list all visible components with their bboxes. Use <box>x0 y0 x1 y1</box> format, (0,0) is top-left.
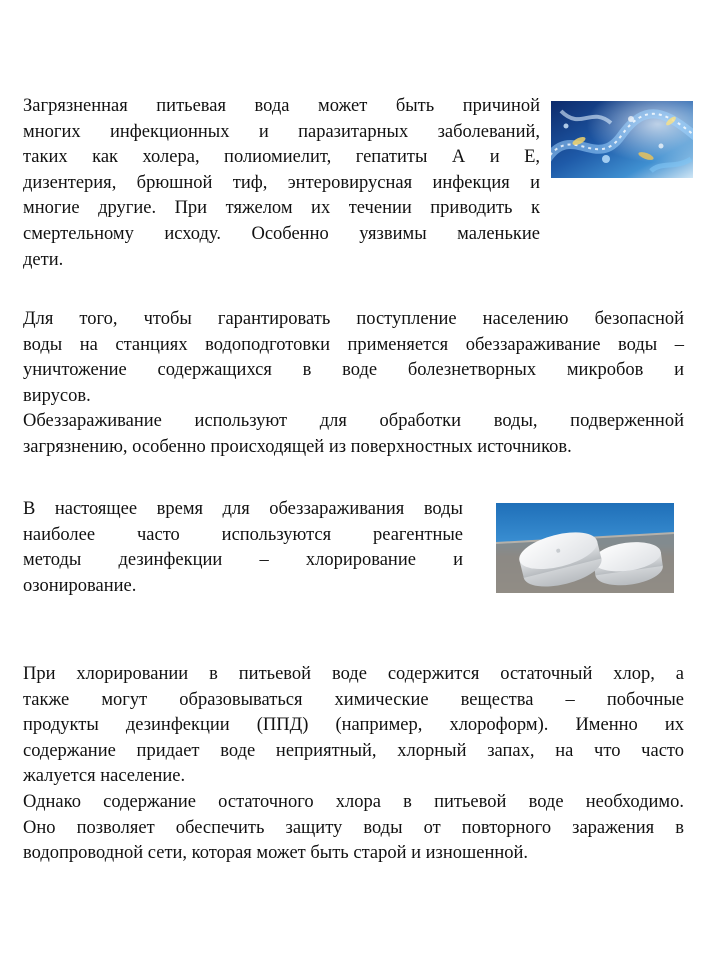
text-line: Загрязненная питьевая вода может быть причиной <box>23 96 540 116</box>
paragraph-water-diseases <box>23 94 540 273</box>
microbes-icon <box>551 101 693 178</box>
text-line: содержание придает воде неприятный, хлорный запах, на что часто <box>23 740 684 761</box>
text-line: водопроводной сети, которая может быть старой и изношенной. <box>23 843 529 864</box>
text-line: Обеззараживание используют для обработки воды, подверженной <box>23 411 684 432</box>
text-line: дизентерия, брюшной тиф, энтеровирусная инфекция и <box>23 172 540 193</box>
text-line: многие другие. При тяжелом их течении приводить к <box>23 198 540 219</box>
text-line: жалуется население. <box>23 766 186 787</box>
text-line: В настоящее время для обеззараживания воды <box>23 499 463 519</box>
paragraph-disinfection-purpose <box>23 307 684 461</box>
microbes-illustration <box>551 101 693 178</box>
text-line: Для того, чтобы гарантировать поступление населению безопасной <box>23 309 684 329</box>
text-line: вирусов. <box>23 385 91 406</box>
text-line: таких как холера, полиомиелит, гепатиты А и Е, <box>23 147 540 168</box>
tablets-icon <box>496 503 674 593</box>
paragraph-chlorination-effects <box>23 662 684 867</box>
text-line: Однако содержание остаточного хлора в питьевой воде необходимо. <box>23 791 684 812</box>
text-line: методы дезинфекции – хлорирование и <box>23 550 463 571</box>
text-line: дети. <box>23 249 64 270</box>
text-line: уничтожение содержащихся в воде болезнетворных микробов и <box>23 360 684 381</box>
text-line: многих инфекционных и паразитарных заболеваний, <box>23 121 540 142</box>
chlorine-tablets-photo <box>496 503 674 593</box>
text-line: продукты дезинфекции (ППД) (например, хлороформ). Именно их <box>23 715 684 736</box>
text-line: озонирование. <box>23 575 137 596</box>
text-line: Оно позволяет обеспечить защиту воды от повторного заражения в <box>23 817 684 838</box>
paragraph-disinfection-methods <box>23 497 463 599</box>
text-line: воды на станциях водоподготовки применяется обеззараживание воды – <box>23 334 684 355</box>
text-line: наиболее часто используются реагентные <box>23 524 463 545</box>
text-line: загрязнению, особенно происходящей из поверхностных источников. <box>23 436 572 457</box>
text-line: также могут образовываться химические вещества – побочные <box>23 689 684 710</box>
text-line: При хлорировании в питьевой воде содержится остаточный хлор, а <box>23 664 684 684</box>
text-line: смертельному исходу. Особенно уязвимы маленькие <box>23 223 540 244</box>
